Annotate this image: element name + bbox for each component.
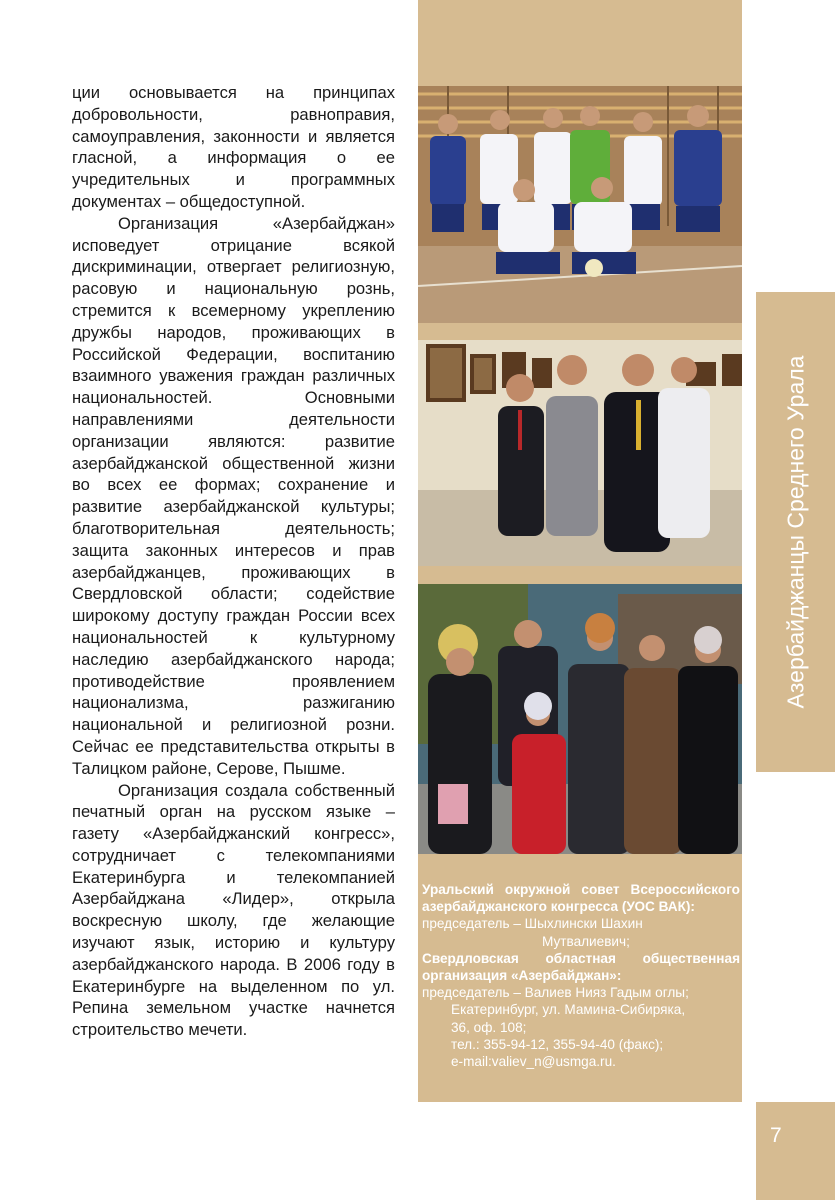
org1-chair-line1: председатель – Шыхлински Шахин — [422, 916, 643, 932]
page-number-tab — [756, 1102, 835, 1200]
side-title-tab — [756, 292, 835, 772]
org1-chair-line2: Мутвалиевич; — [542, 933, 630, 949]
photo-gallery-visit — [418, 340, 742, 566]
paragraph-3: Организация создала собственный печатный орган на русском языке – газету «Азербайджанский конгресс», сотрудничает с телекомпаниями Екатеринбурга и телекомпанией Азербайджана «Лидер», открыла воскресную школу, где желающие изучают язык, историю и культуру азербайджанского народа. В 2006 году в Екатеринбурге на выделенном по ул. Репина земельном участке начнется строительство мечети. — [72, 780, 395, 1040]
photo-football-team — [418, 86, 742, 323]
address-line1: Екатеринбург, ул. Мамина-Сибиряка, — [451, 1002, 686, 1018]
phone-numbers: тел.: 355-94-12, 355-94-40 (факс); — [451, 1036, 664, 1052]
paragraph-2: Организация «Азербайджан» исповедует отрицание всякой дискриминации, отвергает религиозную, расовую и национальную рознь, стремится к всемерному укреплению дружбы народов, проживающих в Российской Федерации, воспитанию взаимного уважения граждан различных национальностей. Основными направлениями деятельности организации являются: развитие азербайджанской общественной жизни во всех ее формах; сохранение и развитие азербайджанской культуры; благотворительная деятельность; защита законных интересов и прав азербайджанцев, проживающих в Свердловской области; содействие широкому доступу граждан России всех национальностей к культурному наследию азербайджанского народа; противодействие проявлением национализма, разжиганию национальной и религиозной розни. Сейчас ее представительства открыты в Талицком районе, Серове, Пышме. — [72, 213, 395, 778]
photo-group-portrait — [418, 584, 742, 854]
organization-info — [422, 881, 740, 1070]
org2-name-line2: организация «Азербайджан»: — [422, 968, 622, 984]
photo-column — [418, 0, 742, 1102]
org1-name-line2: азербайджанского конгресса (УОС ВАК): — [422, 899, 695, 915]
address-line2: 36, оф. 108; — [451, 1019, 527, 1035]
main-article-text — [72, 82, 395, 1041]
page-number: 7 — [770, 1124, 782, 1147]
email-address: e-mail:valiev_n@usmga.ru. — [451, 1054, 616, 1070]
org1-name-line1: Уральский окружной совет Всероссийского — [422, 882, 740, 897]
paragraph-1: ции основывается на принципах добровольности, равноправия, самоуправления, законности и является гласной, а информация о ее учредительных и программных документах – общедоступной. — [72, 83, 395, 211]
org2-name-line1: Свердловская областная общественная — [422, 950, 740, 966]
org2-chair: председатель – Валиев Нияз Гадым оглы; — [422, 985, 689, 1001]
side-title: Азербайджанцы Среднего Урала — [782, 355, 808, 709]
